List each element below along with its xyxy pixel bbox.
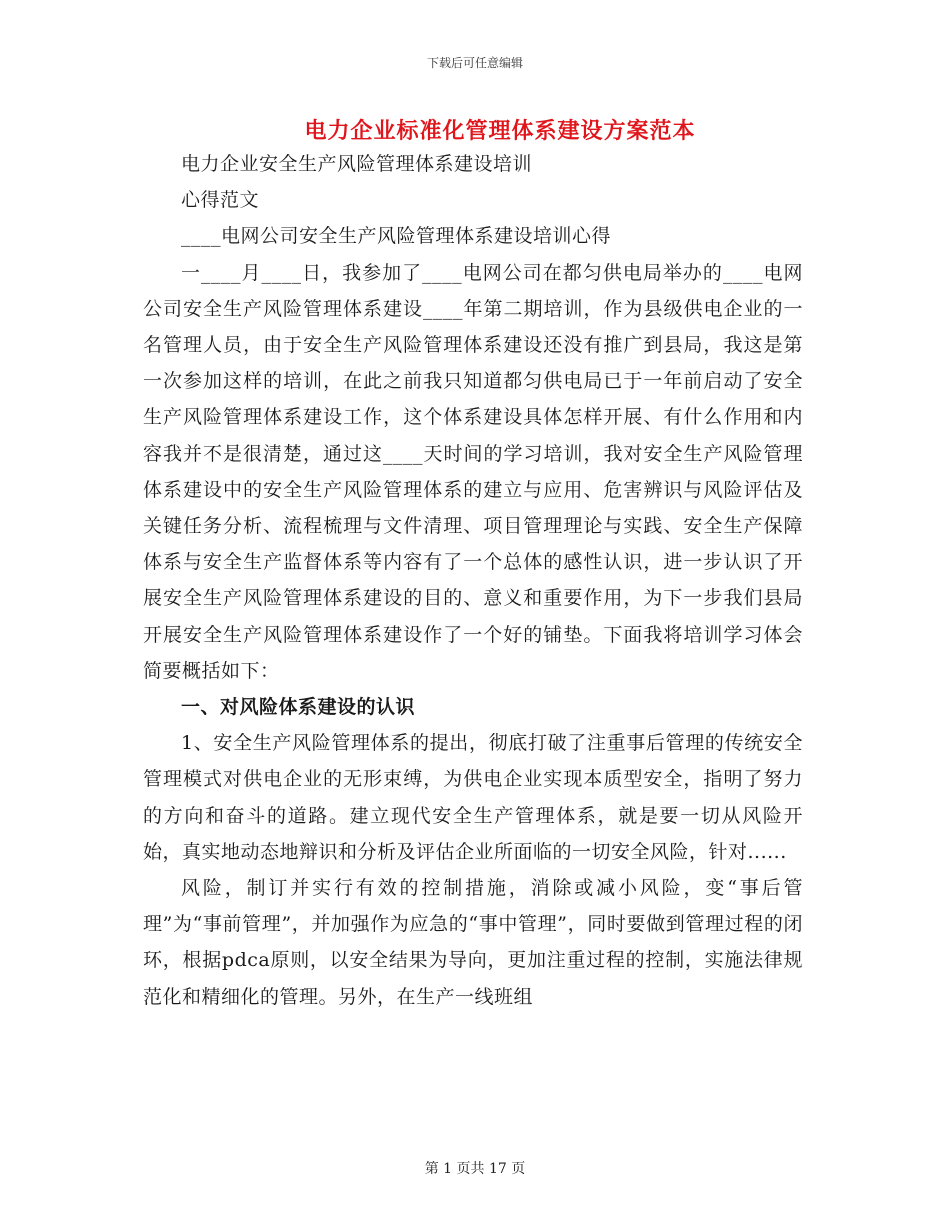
paragraph-point-1: 1、安全生产风险管理体系的提出，彻底打破了注重事后管理的传统安全管理模式对供电企业的无形束缚，为供电企业实现本质型安全，指明了努力的方向和奋斗的道路。建立现代安全生产管理体系，就是要一切从风险开始，真实地动态地辩识和分析及评估企业所面临的一切安全风险，针对...... bbox=[143, 732, 803, 863]
document-body bbox=[143, 146, 803, 1015]
paragraph-section-title: ____电网公司安全生产风险管理体系建设培训心得 bbox=[181, 225, 612, 248]
paragraph-subtitle: 电力企业安全生产风险管理体系建设培训 bbox=[181, 153, 533, 175]
section-heading: 一、对风险体系建设的认识 bbox=[181, 696, 416, 719]
page-number: 第 1 页共 17 页 bbox=[424, 1161, 526, 1177]
paragraph-continuation: 风险，制订并实行有效的控制措施，消除或减小风险，变“事后管理”为“事前管理”，并加强作为应急的“事中管理”，同时要做到管理过程的闭环，根据pdca原则，以安全结果为导向，更加注重过程的控制，实施法律规范化和精细化的管理。另外，在生产一线班组 bbox=[143, 877, 803, 1008]
document-title: 电力企业标准化管理体系建设方案范本 bbox=[304, 118, 696, 144]
header-note: 下载后可任意编辑 bbox=[426, 56, 523, 70]
paragraph-intro: 一____月____日，我参加了____电网公司在都匀供电局举办的____电网公司安全生产风险管理体系建设____年第二期培训，作为县级供电企业的一名管理人员，由于安全生产风险管理体系建设还没有推广到县局，我这是第一次参加这样的培训，在此之前我只知道都匀供电局已于一年前启动了安全生产风险管理体系建设工作，这个体系建设具体怎样开展、有什么作用和内容我并不是很清楚，通过这____天时间的学习培训，我对安全生产风险管理体系建设中的安全生产风险管理体系的建立与应用、危害辨识与风险评估及关键任务分析、流程梳理与文件清理、项目管理理论与实践、安全生产保障体系与安全生产监督体系等内容有了一个总体的感性认识，进一步认识了开展安全生产风险管理体系建设的目的、意义和重要作用，为下一步我们县局开展安全生产风险管理体系建设作了一个好的铺垫。下面我将培训学习体会简要概括如下： bbox=[143, 261, 803, 682]
paragraph-subtitle-cont: 心得范文 bbox=[181, 189, 260, 212]
